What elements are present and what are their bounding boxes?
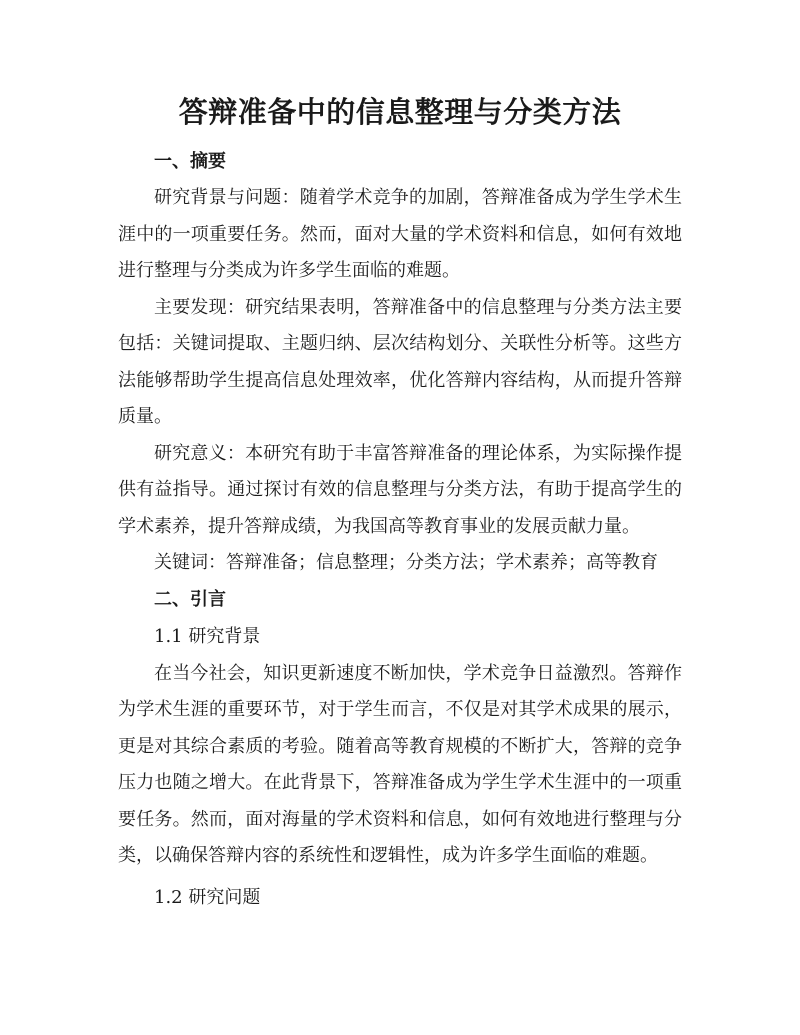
abstract-paragraph-significance: 研究意义：本研究有助于丰富答辩准备的理论体系，为实际操作提供有益指导。通过探讨有效的信息整理与分类方法，有助于提高学生的学术素养，提升答辩成绩，为我国高等教育事业的发展贡献力量。 xyxy=(118,442,682,537)
abstract-keywords: 关键词：答辩准备；信息整理；分类方法；学术素养；高等教育 xyxy=(154,552,658,573)
abstract-paragraph-background: 研究背景与问题：随着学术竞争的加剧，答辩准备成为学生学术生涯中的一项重要任务。然而，面对大量的学术资料和信息，如何有效地进行整理与分类成为许多学生面临的难题。 xyxy=(118,187,682,281)
section-heading-intro: 二、引言 xyxy=(154,588,226,610)
abstract-paragraph-findings: 主要发现：研究结果表明，答辩准备中的信息整理与分类方法主要包括：关键词提取、主题归纳、层次结构划分、关联性分析等。这些方法能够帮助学生提高信息处理效率，优化答辩内容结构，从而提升答辩质量。 xyxy=(118,296,682,427)
section-heading-abstract: 一、摘要 xyxy=(154,151,226,172)
subsection-heading-question: 1.2 研究问题 xyxy=(154,886,261,908)
intro-paragraph-background: 在当今社会，知识更新速度不断加快，学术竞争日益激烈。答辩作为学术生涯的重要环节，对于学生而言，不仅是对其学术成果的展示，更是对其综合素质的考验。随着高等教育规模的不断扩大，答辩的竞争压力也随之增大。在此背景下，答辩准备成为学生学术生涯中的一项重要任务。然而，面对海量的学术资料和信息，如何有效地进行整理与分类，以确保答辩内容的系统性和逻辑性，成为许多学生面临的难题。 xyxy=(118,662,682,866)
subsection-heading-background: 1.1 研究背景 xyxy=(154,625,261,647)
document-title: 答辩准备中的信息整理与分类方法 xyxy=(178,95,622,129)
